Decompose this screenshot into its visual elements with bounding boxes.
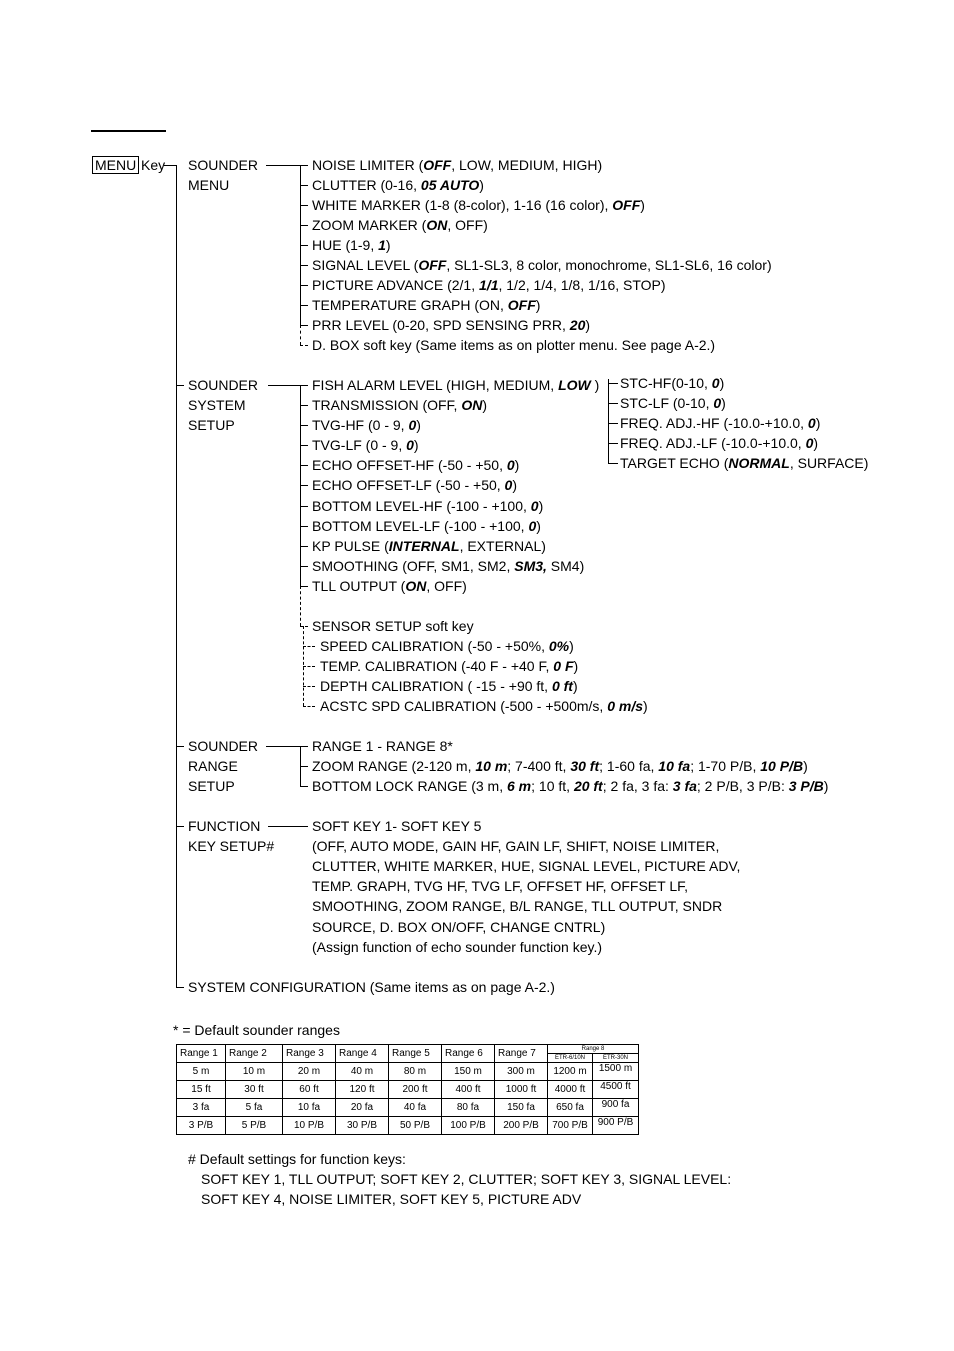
table-row (177, 1117, 639, 1135)
connector (300, 285, 308, 286)
range8-value: 1200 m (548, 1063, 593, 1080)
system-setup-item: ECHO OFFSET-HF (-50 - +50, 0) (312, 457, 520, 473)
range-cell: 200 ft (389, 1081, 442, 1099)
fish-alarm-sub-item: FREQ. ADJ.-HF (-10.0-+10.0, 0) (620, 415, 821, 431)
range-setup-item: BOTTOM LOCK RANGE (3 m, 6 m; 10 ft, 20 ft; 2 fa, 3 fa: 3 fa; 2 P/B, 3 P/B: 3 P/B) (312, 778, 829, 794)
range8-value: 4500 ft (600, 1081, 631, 1092)
range-cell: 120 ft (336, 1081, 389, 1099)
fish-alarm-sub-item: STC-HF(0-10, 0) (620, 375, 725, 391)
range8-label: Range 8 (581, 1046, 605, 1052)
range-cell: 400 ft (442, 1081, 495, 1099)
table-row (177, 1099, 639, 1117)
function-key-line: (Assign function of echo sounder function key.) (312, 938, 603, 955)
connector (176, 826, 184, 827)
sounder-menu-item: CLUTTER (0-16, 05 AUTO) (312, 177, 484, 193)
connector (300, 526, 308, 527)
fish-alarm-sub-item: STC-LF (0-10, 0) (620, 395, 726, 411)
range-header-cell: Range 5 (389, 1045, 442, 1063)
range-cell: 150 m (442, 1063, 495, 1081)
range8-value: 4000 ft (548, 1081, 593, 1098)
range-cell: 3 fa (177, 1099, 226, 1117)
sounder-menu-item: ZOOM MARKER (ON, OFF) (312, 217, 488, 233)
connector (300, 465, 308, 466)
range-cell: 1000 ft (495, 1081, 548, 1099)
sensor-setup-item: TEMP. CALIBRATION (-40 F - +40 F, 0 F) (320, 658, 579, 674)
connector (300, 345, 308, 346)
connector (176, 746, 184, 747)
connector (303, 666, 315, 667)
range-setup-item: RANGE 1 - RANGE 8* (312, 738, 453, 754)
range-cell: 40 fa (389, 1099, 442, 1117)
connector (300, 506, 308, 507)
connector (300, 305, 308, 306)
sensor-setup-item: ACSTC SPD CALIBRATION (-500 - +500m/s, 0 m/s) (320, 698, 648, 714)
connector (608, 383, 618, 384)
range-header-cell: Range 7 (495, 1045, 548, 1063)
sounder-menu-item: TEMPERATURE GRAPH (ON, OFF) (312, 297, 541, 313)
function-key-note-line: SOFT KEY 4, NOISE LIMITER, SOFT KEY 5, PICTURE ADV (201, 1191, 582, 1207)
system-setup-item: TVG-HF (0 - 9, 0) (312, 417, 421, 433)
system-setup-item: TRANSMISSION (OFF, ON) (312, 397, 488, 413)
sensor-setup-item: SPEED CALIBRATION (-50 - +50%, 0%) (320, 638, 574, 654)
connector (300, 405, 308, 406)
fish-alarm-sub-item: FREQ. ADJ.-LF (-10.0-+10.0, 0) (620, 435, 819, 451)
function-key-line: SOFT KEY 1- SOFT KEY 5 (312, 818, 482, 834)
connector (300, 425, 308, 426)
range-cell: 40 m (336, 1063, 389, 1081)
range-cell: 20 fa (336, 1099, 389, 1117)
connector (300, 746, 308, 747)
range-cell: 100 P/B (442, 1117, 495, 1135)
range-cell: 5 P/B (226, 1117, 283, 1135)
table-row (177, 1081, 639, 1099)
connector (176, 385, 184, 386)
range8-label: ETR-6/10N (548, 1053, 593, 1062)
range-cell: 10 P/B (283, 1117, 336, 1135)
range8-value: 700 P/B (548, 1117, 593, 1134)
menu-key-label: Key (141, 157, 166, 173)
range-header-cell: Range 2 (226, 1045, 283, 1063)
range8-cell (548, 1117, 639, 1135)
connector (300, 265, 308, 266)
connector (300, 245, 308, 246)
connector (608, 403, 618, 404)
range8-value: 1500 m (598, 1063, 633, 1074)
system-setup-item: TLL OUTPUT (ON, OFF) (312, 578, 467, 594)
range-cell: 5 fa (226, 1099, 283, 1117)
range-cell: 80 m (389, 1063, 442, 1081)
connector (300, 445, 308, 446)
system-configuration-item: SYSTEM CONFIGURATION (Same items as on page A-2.) (188, 979, 555, 995)
range8-label: ETR-30N (593, 1053, 638, 1062)
sensor-setup-item: DEPTH CALIBRATION ( -15 - +90 ft, 0 ft) (320, 678, 578, 694)
range-cell: 200 P/B (495, 1117, 548, 1135)
range-cell: 300 m (495, 1063, 548, 1081)
range-cell: 20 m (283, 1063, 336, 1081)
sounder-menu-item: D. BOX soft key (Same items as on plotter menu. See page A-2.) (312, 337, 716, 353)
header-rule (91, 130, 166, 132)
connector (303, 706, 315, 707)
range-setup-item: ZOOM RANGE (2-120 m, 10 m; 7-400 ft, 30 ft; 1-60 fa, 10 fa; 1-70 P/B, 10 P/B) (312, 758, 808, 774)
connector (300, 165, 308, 166)
range-header-cell: Range 3 (283, 1045, 336, 1063)
range-cell: 15 ft (177, 1081, 226, 1099)
range-cell: 3 P/B (177, 1117, 226, 1135)
range-header-cell: Range 4 (336, 1045, 389, 1063)
range-cell: 30 P/B (336, 1117, 389, 1135)
range-cell: 50 P/B (389, 1117, 442, 1135)
system-setup-item: SMOOTHING (OFF, SM1, SM2, SM3, SM4) (312, 558, 585, 574)
sounder-menu-item: HUE (1-9, 1) (312, 237, 391, 253)
range-header-cell: Range 1 (177, 1045, 226, 1063)
range8-value: 900 P/B (597, 1117, 634, 1128)
connector (608, 379, 609, 463)
connector (300, 225, 308, 226)
connector (176, 987, 184, 988)
function-key-line: SMOOTHING, ZOOM RANGE, B/L RANGE, TLL OUTPUT, SNDR (312, 898, 723, 915)
range8-value: 650 fa (548, 1099, 593, 1116)
connector (300, 626, 308, 627)
connector (176, 165, 177, 987)
fish-alarm-sub-item: TARGET ECHO (NORMAL, SURFACE) (620, 455, 869, 471)
range-cell: 150 fa (495, 1099, 548, 1117)
function-key-note-title: # Default settings for function keys: (188, 1151, 406, 1167)
connector (300, 566, 308, 567)
system-setup-item: FISH ALARM LEVEL (HIGH, MEDIUM, LOW ) (312, 377, 600, 393)
function-key-line: TEMP. GRAPH, TVG HF, TVG LF, OFFSET HF, OFFSET LF, (312, 878, 688, 895)
range-cell: 10 fa (283, 1099, 336, 1117)
connector (300, 586, 301, 626)
system-setup-item: BOTTOM LEVEL-LF (-100 - +100, 0) (312, 518, 541, 534)
sounder-menu-item: PRR LEVEL (0-20, SPD SENSING PRR, 20) (312, 317, 591, 333)
sounder-menu-item: SIGNAL LEVEL (OFF, SL1-SL3, 8 color, monochrome, SL1-SL6, 16 color) (312, 257, 772, 273)
connector (300, 546, 308, 547)
connector (608, 443, 618, 444)
table-row (177, 1063, 639, 1081)
range-cell: 10 m (226, 1063, 283, 1081)
range-cell: 60 ft (283, 1081, 336, 1099)
connector (300, 766, 308, 767)
range-table (176, 1044, 639, 1135)
function-key-line: SOURCE, D. BOX ON/OFF, CHANGE CNTRL) (312, 918, 606, 935)
connector (268, 826, 308, 827)
range-cell: 80 fa (442, 1099, 495, 1117)
range8-value: 900 fa (601, 1099, 630, 1110)
range-cell: 5 m (177, 1063, 226, 1081)
menu-key-box: MENU (92, 156, 139, 174)
connector (300, 485, 308, 486)
sounder-menu-item: PICTURE ADVANCE (2/1, 1/1, 1/2, 1/4, 1/8, 1/16, STOP) (312, 277, 666, 293)
sensor-setup-title: SENSOR SETUP soft key (312, 618, 474, 634)
system-setup-item: BOTTOM LEVEL-HF (-100 - +100, 0) (312, 498, 544, 514)
sounder-menu-item: WHITE MARKER (1-8 (8-color), 1-16 (16 color), OFF) (312, 197, 645, 213)
system-setup-item: KP PULSE (INTERNAL, EXTERNAL) (312, 538, 546, 554)
connector (300, 385, 308, 386)
connector (300, 205, 308, 206)
range-header-cell: Range 6 (442, 1045, 495, 1063)
system-setup-item: ECHO OFFSET-LF (-50 - +50, 0) (312, 477, 518, 493)
connector (300, 325, 301, 345)
system-setup-item: TVG-LF (0 - 9, 0) (312, 437, 419, 453)
connector (300, 586, 308, 587)
connector (303, 646, 315, 647)
function-key-line: CLUTTER, WHITE MARKER, HUE, SIGNAL LEVEL, PICTURE ADV, (312, 858, 741, 875)
sounder-menu-item: NOISE LIMITER (OFF, LOW, MEDIUM, HIGH) (312, 157, 603, 173)
connector (608, 423, 618, 424)
range-cell: 30 ft (226, 1081, 283, 1099)
default-ranges-note: * = Default sounder ranges (173, 1022, 340, 1038)
connector (300, 185, 308, 186)
connector (300, 786, 308, 787)
function-key-note-line: SOFT KEY 1, TLL OUTPUT; SOFT KEY 2, CLUTTER; SOFT KEY 3, SIGNAL LEVEL: (201, 1171, 732, 1187)
connector (164, 165, 176, 166)
connector (608, 463, 618, 464)
connector (300, 325, 308, 326)
connector (303, 686, 315, 687)
function-key-line: (OFF, AUTO MODE, GAIN HF, GAIN LF, SHIFT, NOISE LIMITER, (312, 838, 720, 855)
